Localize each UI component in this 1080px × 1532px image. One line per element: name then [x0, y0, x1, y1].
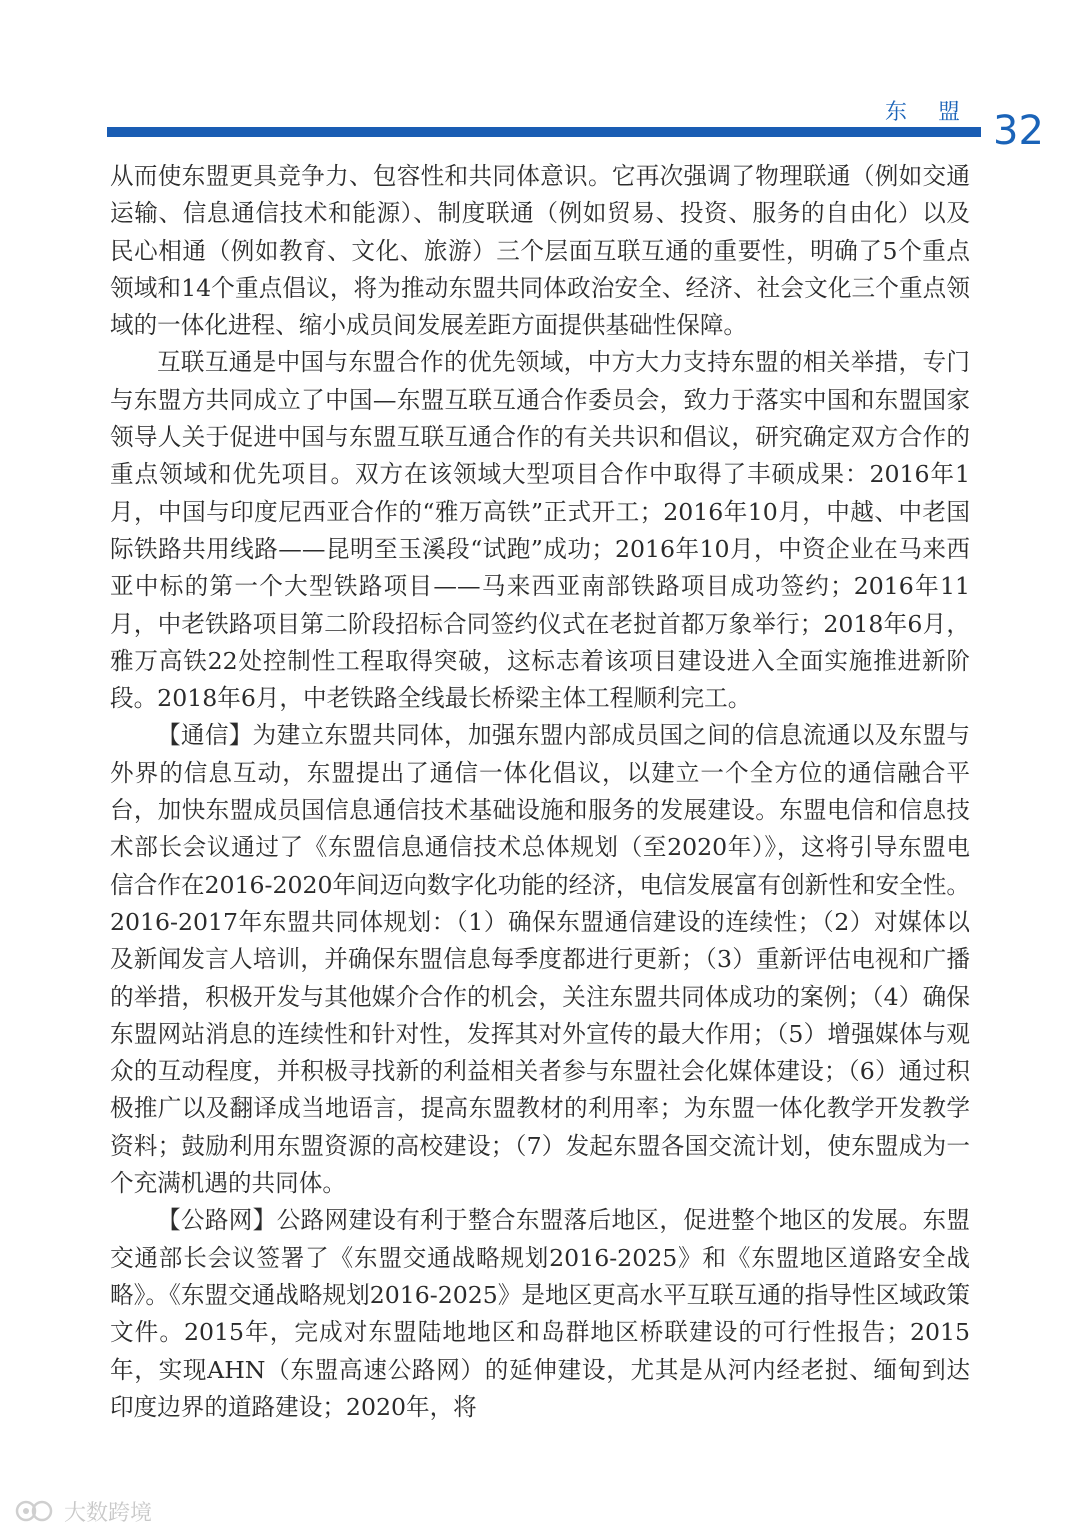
- page-number: 32: [993, 108, 1044, 154]
- page-header: [0, 0, 1080, 160]
- watermark: [14, 1494, 152, 1528]
- header-rule: [107, 127, 981, 137]
- section-name: 东 盟: [885, 100, 972, 125]
- paragraph-road-network: 【公路网】公路网建设有利于整合东盟落后地区，促进整个地区的发展。东盟交通部长会议签署了《东盟交通战略规划2016-2025》和《东盟地区道路安全战略》。《东盟交通战略规划2016-2025》是地区更高水平互联互通的指导性区域政策文件。2015年，完成对东盟陆地地区和岛群地区桥联建设的可行性报告；2015年，实现AHN（东盟高速公路网）的延伸建设，尤其是从河内经老挝、缅甸到达印度边界的道路建设；2020年，将: [110, 1206, 970, 1421]
- body-text: [110, 158, 970, 1426]
- paragraph-continuation: 从而使东盟更具竞争力、包容性和共同体意识。它再次强调了物理联通（例如交通运输、信息通信技术和能源）、制度联通（例如贸易、投资、服务的自由化）以及民心相通（例如教育、文化、旅游）三个层面互联互通的重要性，明确了5个重点领域和14个重点倡议，将为推动东盟共同体政治安全、经济、社会文化三个重点领域的一体化进程、缩小成员间发展差距方面提供基础性保障。: [110, 162, 970, 340]
- watermark-text: 大数跨境: [64, 1500, 153, 1526]
- paragraph-connectivity: 互联互通是中国与东盟合作的优先领域，中方大力支持东盟的相关举措，专门与东盟方共同成立了中国—东盟互联互通合作委员会，致力于落实中国和东盟国家领导人关于促进中国与东盟互联互通合作的有关共识和倡议，研究确定双方合作的重点领域和优先项目。双方在该领域大型项目合作中取得了丰硕成果：2016年1月，中国与印度尼西亚合作的“雅万高铁”正式开工；2016年10月，中越、中老国际铁路共用线路——昆明至玉溪段“试跑”成功；2016年10月，中资企业在马来西亚中标的第一个大型铁路项目——马来西亚南部铁路项目成功签约；2016年11月，中老铁路项目第二阶段招标合同签约仪式在老挝首都万象举行；2018年6月，雅万高铁22处控制性工程取得突破，这标志着该项目建设进入全面实施推进新阶段。2018年6月，中老铁路全线最长桥梁主体工程顺利完工。: [110, 348, 970, 713]
- paragraph-communications: 【通信】为建立东盟共同体，加强东盟内部成员国之间的信息流通以及东盟与外界的信息互动，东盟提出了通信一体化倡议，以建立一个全方位的通信融合平台，加快东盟成员国信息通信技术基础设施和服务的发展建设。东盟电信和信息技术部长会议通过了《东盟信息通信技术总体规划（至2020年）》，这将引导东盟电信合作在2016-2020年间迈向数字化功能的经济，电信发展富有创新性和安全性。2016-2017年东盟共同体规划：（1）确保东盟通信建设的连续性；（2）对媒体以及新闻发言人培训，并确保东盟信息每季度都进行更新；（3）重新评估电视和广播的举措，积极开发与其他媒介合作的机会，关注东盟共同体成功的案例；（4）确保东盟网站消息的连续性和针对性，发挥其对外宣传的最大作用；（5）增强媒体与观众的互动程度，并积极寻找新的利益相关者参与东盟社会化媒体建设；（6）通过积极推广以及翻译成当地语言，提高东盟教材的利用率；为东盟一体化教学开发教学资料；鼓励利用东盟资源的高校建设；（7）发起东盟各国交流计划，使东盟成为一个充满机遇的共同体。: [110, 721, 970, 1198]
- watermark-logo-icon: [14, 1497, 58, 1525]
